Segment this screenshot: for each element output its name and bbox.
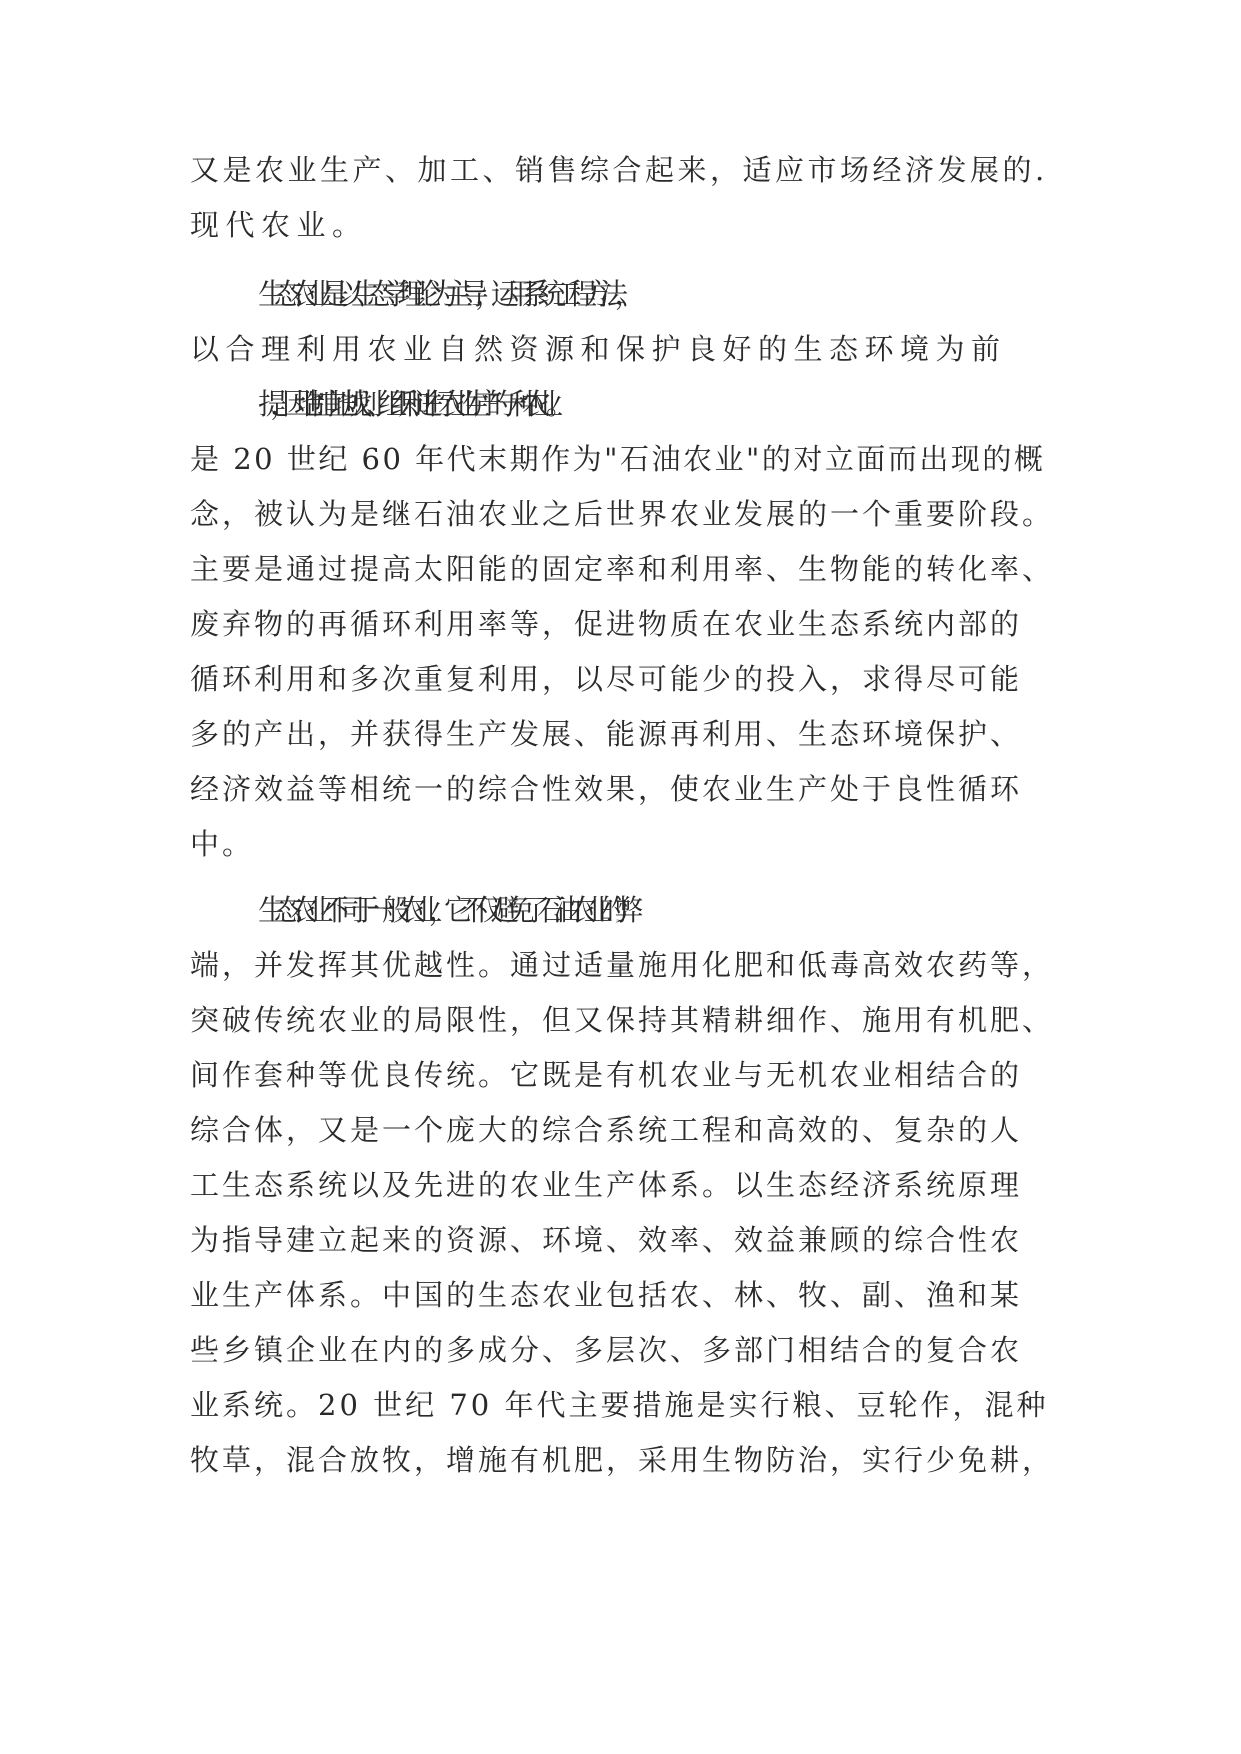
paragraph-start-line: 生态农业是以生态学理论为主导，运用系统工程方法，	[258, 277, 631, 311]
text-line: 工生态系统以及先进的农业生产体系。以生态经济系统原理	[190, 1168, 1023, 1202]
text-line: 综合体，又是一个庞大的综合系统工程和高效的、复杂的人	[190, 1113, 1023, 1147]
text-line: 多的产出，并获得生产发展、能源再利用、生态环境保护、	[190, 717, 1023, 751]
text-line: 又是农业生产、加工、销售综合起来，适应市场经济发展的.	[190, 153, 1048, 187]
text-line: 中。	[190, 827, 255, 861]
text-line: 废弃物的再循环利用率等，促进物质在农业生态系统内部的	[190, 607, 1023, 641]
text-line: 为指导建立起来的资源、环境、效率、效益兼顾的综合性农	[190, 1223, 1023, 1257]
text-line: 循环利用和多次重复利用，以尽可能少的投入，求得尽可能	[190, 662, 1023, 696]
text-line: 业系统。20 世纪 70 年代主要措施是实行粮、豆轮作，混种	[190, 1388, 1049, 1422]
text-line: 念，被认为是继石油农业之后世界农业发展的一个重要阶段。	[190, 497, 1055, 531]
text-line: 间作套种等优良传统。它既是有机农业与无机农业相结合的	[190, 1058, 1023, 1092]
text-line: 突破传统农业的局限性，但又保持其精耕细作、施用有机肥、	[190, 1003, 1055, 1037]
text-line: 经济效益等相统一的综合性效果，使农业生产处于良性循环	[190, 772, 1023, 806]
text-line: 是 20 世纪 60 年代末期作为"石油农业"的对立面而出现的概	[190, 442, 1046, 476]
text-line: 主要是通过提高太阳能的固定率和利用率、生物能的转化率、	[190, 552, 1055, 586]
text-line: 提，因地制宜地规划、组织和进行农业生产的一种农业。	[258, 387, 559, 421]
text-line: 牧草，混合放牧，增施有机肥，采用生物防治，实行少免耕，	[190, 1443, 1055, 1477]
text-line: 业生产体系。中国的生态农业包括农、林、牧、副、渔和某	[190, 1278, 1023, 1312]
text-line: 端，并发挥其优越性。通过适量施用化肥和低毒高效农药等，	[190, 948, 1055, 982]
text-line: 现代农业。	[190, 208, 368, 242]
paragraph-start-line: 生态农业不同于一般农业，它不仅避免了石油农业的弊	[258, 893, 631, 927]
text-line: 些乡镇企业在内的多成分、多层次、多部门相结合的复合农	[190, 1333, 1023, 1367]
text-line: 以合理利用农业自然资源和保护良好的生态环境为前	[190, 332, 1007, 366]
